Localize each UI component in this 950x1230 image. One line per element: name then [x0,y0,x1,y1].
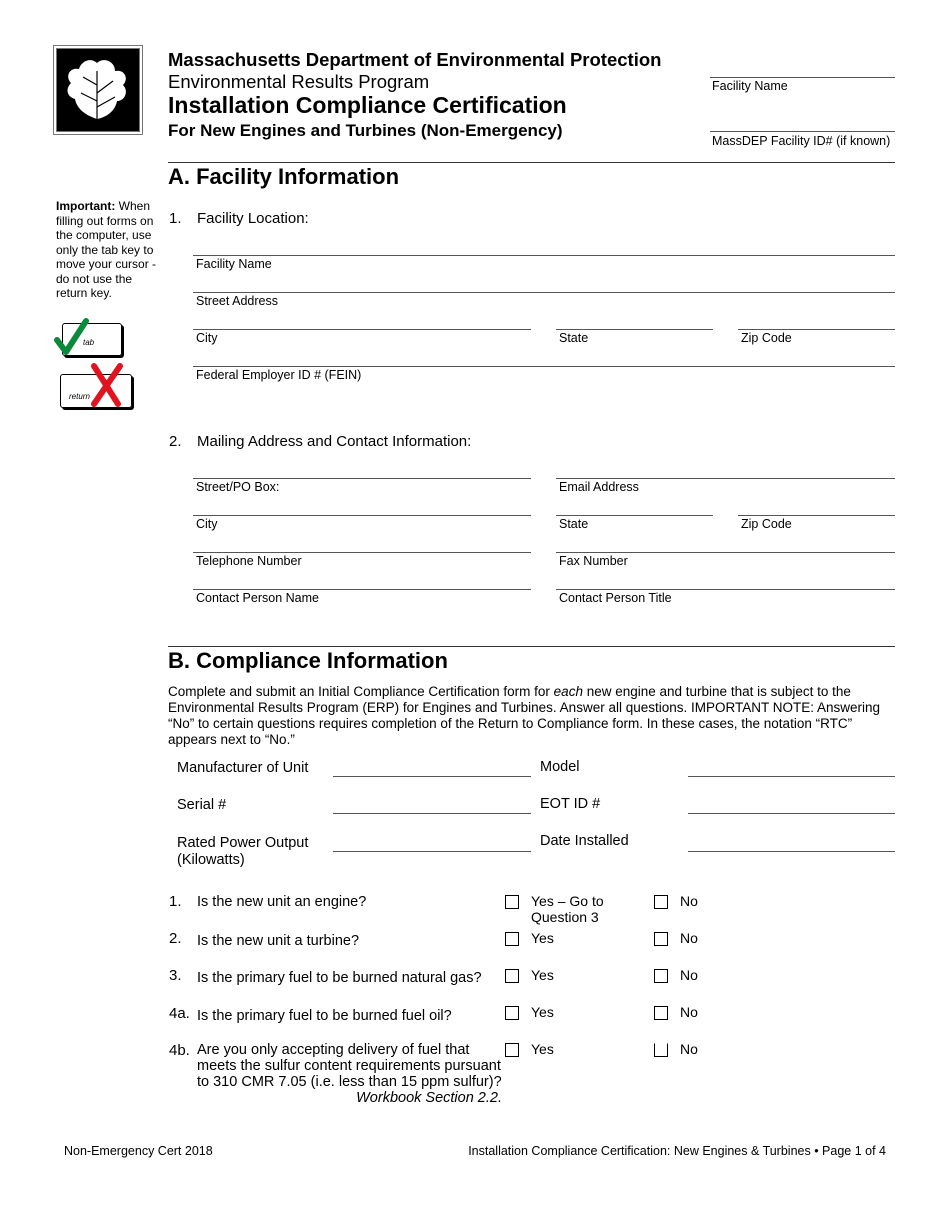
contact-title-input[interactable] [556,589,895,590]
massdep-logo [56,48,140,132]
b-q3-yes-checkbox[interactable] [505,969,519,983]
return-key-label: return [69,392,90,401]
tab-key-label: tab [83,338,95,347]
eot-input[interactable] [688,813,895,814]
model-label: Model [540,759,580,775]
b-q4b-yes-checkbox[interactable] [505,1043,519,1057]
b-q2-text: Is the new unit a turbine? [197,933,360,949]
b-q4b-yes-label: Yes [531,1041,554,1057]
mailing-zip-input[interactable] [738,515,895,516]
manufacturer-input[interactable] [333,776,531,777]
contact-name-label: Contact Person Name [196,591,319,605]
intro-part-2: new engine and turbine that is subject to the Environmental Results Program (ERP) for Engines and Turbines. Answer all questions. IMPORTANT NOTE: Answering “No” to certain questions requires completion of the Return to Compliance form. In these cases, the notation “RTC” appears next to “No.” [168,684,881,747]
b-q4b-number: 4b. [169,1042,190,1059]
fax-input[interactable] [556,552,895,553]
fax-label: Fax Number [559,554,628,568]
rated-power-line-2: (Kilowatts) [177,852,245,868]
state-label: State [559,331,589,345]
b-q3-number: 3. [169,967,182,984]
fein-input[interactable] [193,366,895,367]
q1-number: 1. [169,210,182,227]
rated-power-line-1: Rated Power Output [177,835,309,851]
b-q4a-yes-label: Yes [531,1004,554,1020]
serial-label: Serial # [177,797,227,813]
b-q2-yes-checkbox[interactable] [505,932,519,946]
b-q3-text: Is the primary fuel to be burned natural gas? [197,970,482,986]
mailing-state-input[interactable] [556,515,713,516]
header-facility-id-input[interactable] [710,131,895,132]
section-a-title: A. Facility Information [168,164,400,189]
program-name: Environmental Results Program [168,71,430,92]
facility-name-label: Facility Name [196,257,272,271]
contact-name-input[interactable] [193,589,531,590]
section-a-divider [168,162,895,163]
zip-label: Zip Code [741,331,792,345]
manufacturer-label: Manufacturer of Unit [177,760,309,776]
b-q4b-line-3: to 310 CMR 7.05 (i.e. less than 15 ppm sulfur)? [197,1074,502,1090]
oak-leaf-icon [57,49,139,131]
b-q3-yes-label: Yes [531,967,554,983]
b-q1-yes-label [531,893,604,925]
b-q4b-line-2: meets the sulfur content requirements pursuant [197,1058,501,1074]
b-q4b-no-checkbox[interactable] [654,1043,668,1057]
serial-input[interactable] [333,813,531,814]
footer-right: Installation Compliance Certification: New Engines & Turbines • Page 1 of 4 [468,1144,886,1158]
b-q4b-line-1: Are you only accepting delivery of fuel that [197,1042,470,1058]
b-q2-yes-label: Yes [531,930,554,946]
form-title: Installation Compliance Certification [168,92,567,118]
important-label: Important: [56,199,116,213]
section-b-title: B. Compliance Information [168,648,448,673]
q1-label: Facility Location: [197,210,309,227]
b-q4b-no-label: No [680,1041,698,1057]
b-q4b-reference: Workbook Section 2.2. [356,1090,502,1106]
b-q1-yes-line-2: Question 3 [531,909,599,925]
section-b-intro [168,684,898,748]
important-note [56,199,158,301]
b-q1-no-label: No [680,893,698,909]
mailing-state-label: State [559,517,589,531]
date-installed-input[interactable] [688,851,895,852]
checkmark-icon [54,318,90,358]
b-q4a-no-label: No [680,1004,698,1020]
rated-power-label [177,835,308,869]
model-input[interactable] [688,776,895,777]
facility-name-input[interactable] [193,255,895,256]
city-label: City [196,331,218,345]
mailing-zip-label: Zip Code [741,517,792,531]
b-q4a-no-checkbox[interactable] [654,1006,668,1020]
fein-label: Federal Employer ID # (FEIN) [196,368,362,382]
q2-label: Mailing Address and Contact Information: [197,433,472,450]
b-q1-number: 1. [169,893,182,910]
b-q1-yes-checkbox[interactable] [505,895,519,909]
mailing-street-input[interactable] [193,478,531,479]
mailing-city-label: City [196,517,218,531]
x-mark-icon [88,362,124,408]
street-address-input[interactable] [193,292,895,293]
b-q4a-number: 4a. [169,1005,190,1022]
b-q2-number: 2. [169,930,182,947]
b-q3-no-checkbox[interactable] [654,969,668,983]
street-address-label: Street Address [196,294,278,308]
rated-power-input[interactable] [333,851,531,852]
email-label: Email Address [559,480,639,494]
b-q2-no-checkbox[interactable] [654,932,668,946]
footer-left: Non-Emergency Cert 2018 [64,1144,213,1158]
b-q1-no-checkbox[interactable] [654,895,668,909]
state-input[interactable] [556,329,713,330]
b-q4b-text [197,1042,502,1106]
q2-number: 2. [169,433,182,450]
telephone-input[interactable] [193,552,531,553]
header-facility-name-label: Facility Name [712,79,788,93]
b-q1-yes-line-1: Yes – Go to [531,893,604,909]
contact-title-label: Contact Person Title [559,591,672,605]
intro-part-1: Complete and submit an Initial Compliance Certification form for [168,684,554,699]
mailing-street-label: Street/PO Box: [196,480,280,494]
important-text: When filling out forms on the computer, use only the tab key to move your cursor - do not use the return key. [56,199,157,300]
date-installed-label: Date Installed [540,833,629,849]
b-q1-text: Is the new unit an engine? [197,894,367,910]
b-q4a-text: Is the primary fuel to be burned fuel oil? [197,1008,452,1024]
email-input[interactable] [556,478,895,479]
telephone-label: Telephone Number [196,554,302,568]
zip-input[interactable] [738,329,895,330]
form-subtitle: For New Engines and Turbines (Non-Emergency) [168,121,563,140]
intro-each: each [553,684,583,699]
b-q4a-yes-checkbox[interactable] [505,1006,519,1020]
header-facility-id-label: MassDEP Facility ID# (if known) [712,134,891,148]
b-q3-no-label: No [680,967,698,983]
header-facility-name-input[interactable] [710,77,895,78]
department-name: Massachusetts Department of Environmental Protection [168,49,662,70]
b-q2-no-label: No [680,930,698,946]
eot-label: EOT ID # [540,796,601,812]
section-b-divider [168,646,895,647]
mailing-city-input[interactable] [193,515,531,516]
city-input[interactable] [193,329,531,330]
